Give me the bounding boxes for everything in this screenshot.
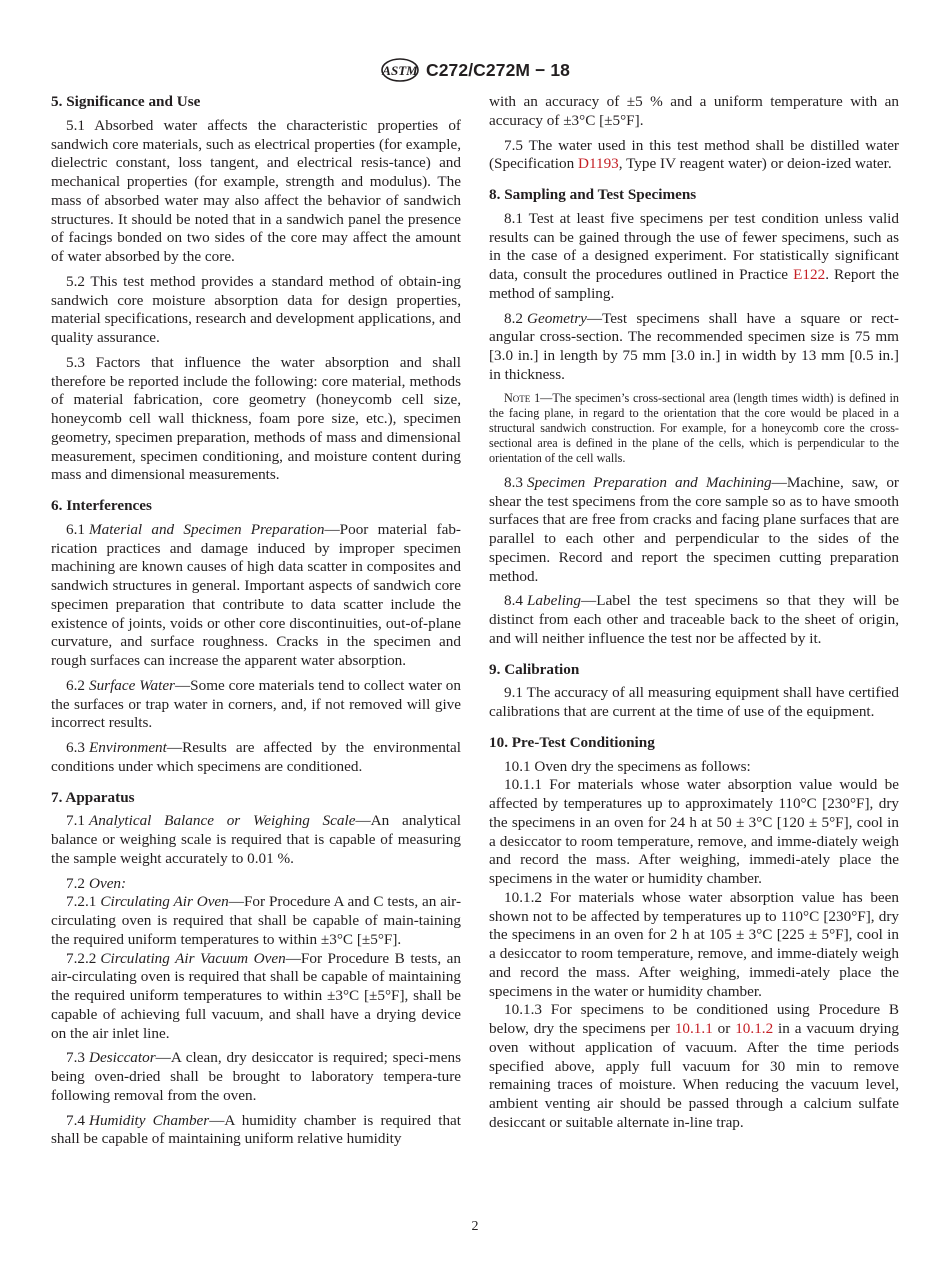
section-heading-5: 5. Significance and Use: [51, 93, 201, 110]
paragraph-7-3: 7.3 Desiccator—A clean, dry desiccator is required; speci-mens being oven-dried shall be brought to laboratory tempera-ture following removal from the oven.: [51, 1049, 461, 1104]
paragraph-6-3: 6.3 Environment—Results are affected by the environmental conditions under which specimens are conditioned.: [51, 739, 461, 775]
paragraph-7-2: 7.2 Oven:: [66, 874, 127, 892]
paragraph-10-1-3: 10.1.3 For specimens to be conditioned using Procedure B below, dry the specimens per 10.1.1 or 10.1.2 in a vacuum drying oven without application of vacuum. After the time periods specified above, apply full vacuum for 30 min to remove remaining traces of moisture. When reducing the vacuum level, ambient venting air should be passed through a calcium sulfate desiccant or suitable alternate in-line trap.: [489, 1001, 899, 1131]
paragraph-7-5: 7.5 The water used in this test method shall be distilled water (Specification D1193, Type IV reagent water) or deion-ized water.: [489, 136, 899, 173]
section-heading-10: 10. Pre-Test Conditioning: [489, 733, 655, 751]
paragraph-10-1: 10.1 Oven dry the specimens as follows:: [504, 757, 751, 775]
note-1: Note 1—The specimen’s cross-sectional area (length times width) is defined in the facing plane, in regard to the orientation that the core would be placed in a structural sandwich construction. For example, for a honeycomb core the cross-sectional area is defined in the plane of the cells, which is perpendicular to the orientation of the cell walls.: [489, 390, 900, 465]
section-heading-6: 6. Interferences: [51, 497, 152, 514]
paragraph-9-1: 9.1 The accuracy of all measuring equipment shall have certified calibrations that are current at the time of use of the equipment.: [489, 684, 899, 721]
link-d1193[interactable]: D1193: [577, 155, 619, 173]
svg-text:ASTM: ASTM: [382, 63, 418, 78]
page-header: [0, 57, 950, 88]
section-heading-9: 9. Calibration: [489, 660, 580, 678]
section-heading-8: 8. Sampling and Test Specimens: [489, 186, 697, 203]
paragraph-8-4: 8.4 Labeling—Label the test specimens so that they will be distinct from each other and traceable back to the sheet of origin, and will neither influence the test nor be affected by it.: [489, 592, 899, 647]
right-column: [489, 93, 899, 1133]
paragraph-8-3: 8.3 Specimen Preparation and Machining—Machine, saw, or shear the test specimens from the core sample so as to have smooth surfaces that are free from cracks and facing plane surfaces that are parallel to each other and perpendicular to the sides of the specimen. Record and report the specimen cutting preparation method.: [489, 473, 899, 585]
paragraph-6-1: 6.1 Material and Specimen Preparation—Poor material fab-rication practices and damage induced by improper specimen machining are known causes of high data scatter in composites and sandwich structures in general. Important aspects of sandwich core specimen preparation that contribute to data scatter include the existence of joints, voids or other core discontinuities, out-of-plane curvature, and surface roughness. Cracks in the specimen and rough surfaces can increase the apparent water absorption.: [51, 520, 461, 669]
paragraph-5-3: 5.3 Factors that influence the water absorption and shall therefore be reported include the following: core material, methods of material fabrication, core geometry (honeycomb cell size, honeycomb cell wall thickness, foam pore size, etc.), specimen geometry, specimen preparation, methods of mass and dimensional measurement, specimen conditioning, and moisture content during mass and dimensional measurements.: [51, 353, 461, 484]
paragraph-7-2-2: 7.2.2 Circulating Air Vacuum Oven—For Procedure B tests, an air-circulating oven is required that shall be capable of maintaining the required uniform temperatures to within ±3°C [±5°F], shall be capable of achieving full vacuum, and shall have a drying device on the air inlet line.: [51, 949, 461, 1042]
paragraph-5-2: 5.2 This test method provides a standard method of obtain-ing sandwich core moisture absorption data for design properties, material specifications, research and development applications, and quality assurance.: [51, 272, 461, 346]
paragraph-7-4: 7.4 Humidity Chamber—A humidity chamber is required that shall be capable of maintaining uniform relative humidity: [51, 1111, 461, 1148]
paragraph-6-2: 6.2 Surface Water—Some core materials tend to collect water on the surfaces or trap water in corners, and, if not removed will give incorrect results.: [51, 676, 461, 732]
paragraph-7-2-1: 7.2.1 Circulating Air Oven—For Procedure A and C tests, an air-circulating oven is required that shall be capable of main-taining the required uniform temperatures to within ±3°C [±5°F].: [51, 893, 461, 948]
paragraph-10-1-1: 10.1.1 For materials whose water absorption value would be affected by temperatures up to approximately 110°C [230°F], dry the specimens in an oven for 24 h at 50 ± 3°C [120 ± 5°F], cool in a desiccator to room temperature, remove, and imme-diately weigh and record the mass. After weighing, immedi-ately place the specimens in the water or humidity chamber.: [489, 776, 899, 888]
paragraph-7-4-continued: with an accuracy of ±5 % and a uniform temperature with an accuracy of ±3°C [±5°F].: [489, 93, 899, 129]
page-number: 2: [471, 1219, 479, 1234]
paragraph-5-1: 5.1 Absorbed water affects the characteristic properties of sandwich core materials, such as electrical properties (for example, dielectric constant, loss tangent, and electrical resis-tance) and mechanical properties (for example, strength and modulus). The mass of absorbed water may also affect the behavior of sandwich structures. It should be noted that in a sandwich panel the presence of facings bonded on two sides of the core may affect the amount of water absorbed by the core.: [51, 116, 461, 265]
link-e122[interactable]: E122: [793, 266, 826, 283]
paragraph-8-2: 8.2 Geometry—Test specimens shall have a square or rect-angular cross-section. The recommended specimen size is 75 mm [3.0 in.] in length by 75 mm [3.0 in.] in width by 13 mm [0.5 in.] in thickness.: [489, 309, 899, 383]
paragraph-10-1-2: 10.1.2 For materials whose water absorption value has been shown not to be affected by temperatures up to 110°C [230°F], dry the specimens in an oven for 2 h at 105 ± 3°C [225 ± 5°F], cool in a desiccator to room temperature, remove, and imme-diately weigh and record the mass. After weighing, immedi-ately place the specimens in the water or humidity chamber.: [489, 888, 899, 1000]
link-10-1-2[interactable]: 10.1.2: [735, 1020, 774, 1038]
link-10-1-1[interactable]: 10.1.1: [674, 1020, 713, 1038]
paragraph-8-1: 8.1 Test at least five specimens per test condition unless valid results can be gained through the use of fewer specimens, such as in the case of a designed experiment. For statistically significant data, consult the procedures outlined in Practice E122. Report the method of sampling.: [489, 209, 900, 302]
section-heading-7: 7. Apparatus: [51, 788, 135, 806]
document-designation: C272/C272M − 18: [425, 59, 571, 80]
paragraph-7-1: 7.1 Analytical Balance or Weighing Scale—An analytical balance or weighing scale is required that is capable of measuring the sample weight accurately to 0.01 %.: [51, 812, 462, 867]
astm-logo-icon: [380, 57, 420, 83]
left-column: [51, 93, 461, 1155]
